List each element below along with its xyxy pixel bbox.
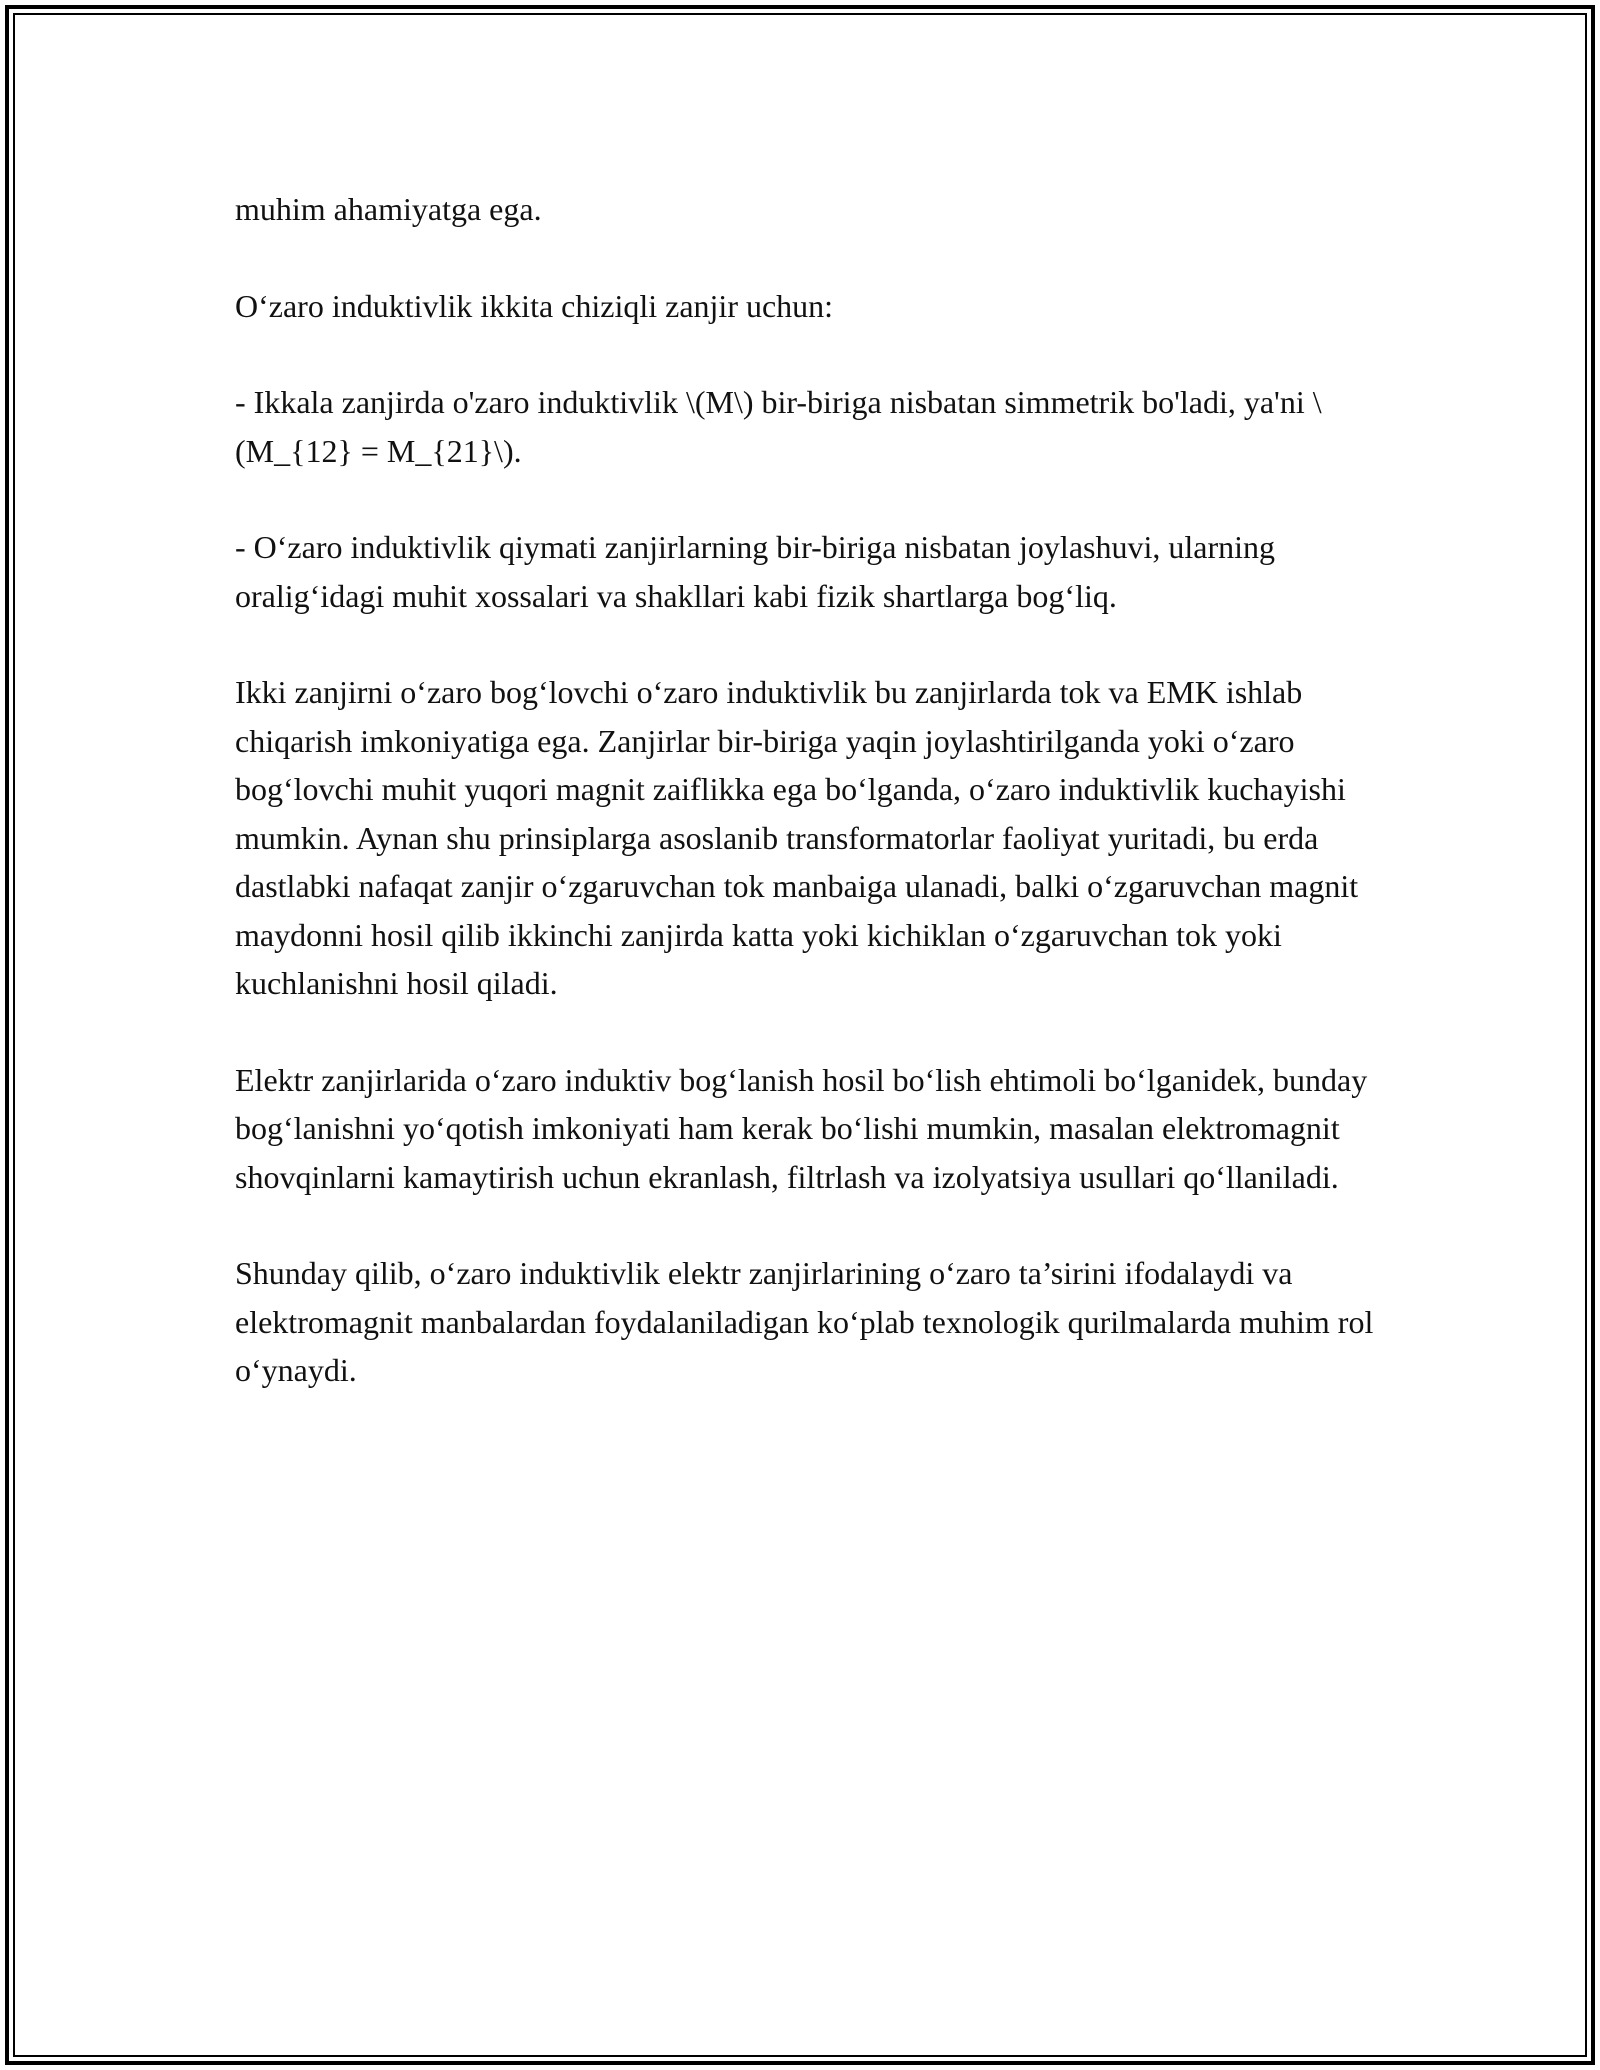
paragraph-symmetry-point: - Ikkala zanjirda o'zaro induktivlik \(M\) bir-biriga nisbatan simmetrik bo'ladi, ya'ni \(M_{12} = M_{21}\). bbox=[235, 384, 1322, 469]
paragraph-transformers: Ikki zanjirni o‘zaro bog‘lovchi o‘zaro induktivlik bu zanjirlarda tok va EMK ishlab chiqarish imkoniyatiga ega. Zanjirlar bir-biriga yaqin joylashtirilganda yoki o‘zaro bog‘lovchi muhit yuqori magnit zaiflikka ega bo‘lganda, o‘zaro induktivlik kuchayishi mumkin. Aynan shu prinsiplarga asoslanib transformatorlar faoliyat yuritadi, bu erda dastlabki nafaqat zanjir o‘zgaruvchan tok manbaiga ulanadi, balki o‘zgaruvchan magnit maydonni hosil qilib ikkinchi zanjirda katta yoki kichiklan o‘zgaruvchan tok yoki kuchlanishni hosil qiladi. bbox=[235, 674, 1359, 1001]
paragraph-dependence-point: - O‘zaro induktivlik qiymati zanjirlarning bir-biriga nisbatan joylashuvi, ularning oralig‘idagi muhit xossalari va shakllari kabi fizik shartlarga bog‘liq. bbox=[235, 529, 1275, 614]
paragraph-mutual-inductance-heading: O‘zaro induktivlik ikkita chiziqli zanjir uchun: bbox=[235, 287, 834, 324]
paragraph-intro-fragment: muhim ahamiyatga ega. bbox=[235, 191, 542, 227]
document-body bbox=[235, 185, 1375, 1443]
paragraph-conclusion: Shunday qilib, o‘zaro induktivlik elektr zanjirlarining o‘zaro ta’sirini ifodalaydi va elektromagnit manbalardan foydalaniladigan ko‘plab texnologik qurilmalarda muhim rol o‘ynaydi. bbox=[235, 1255, 1374, 1388]
paragraph-shielding: Elektr zanjirlarida o‘zaro induktiv bog‘lanish hosil bo‘lish ehtimoli bo‘lganidek, bunday bog‘lanishni yo‘qotish imkoniyati ham kerak bo‘lishi mumkin, masalan elektromagnit shovqinlarni kamaytirish uchun ekranlash, filtrlash va izolyatsiya usullari qo‘llaniladi. bbox=[235, 1061, 1368, 1195]
